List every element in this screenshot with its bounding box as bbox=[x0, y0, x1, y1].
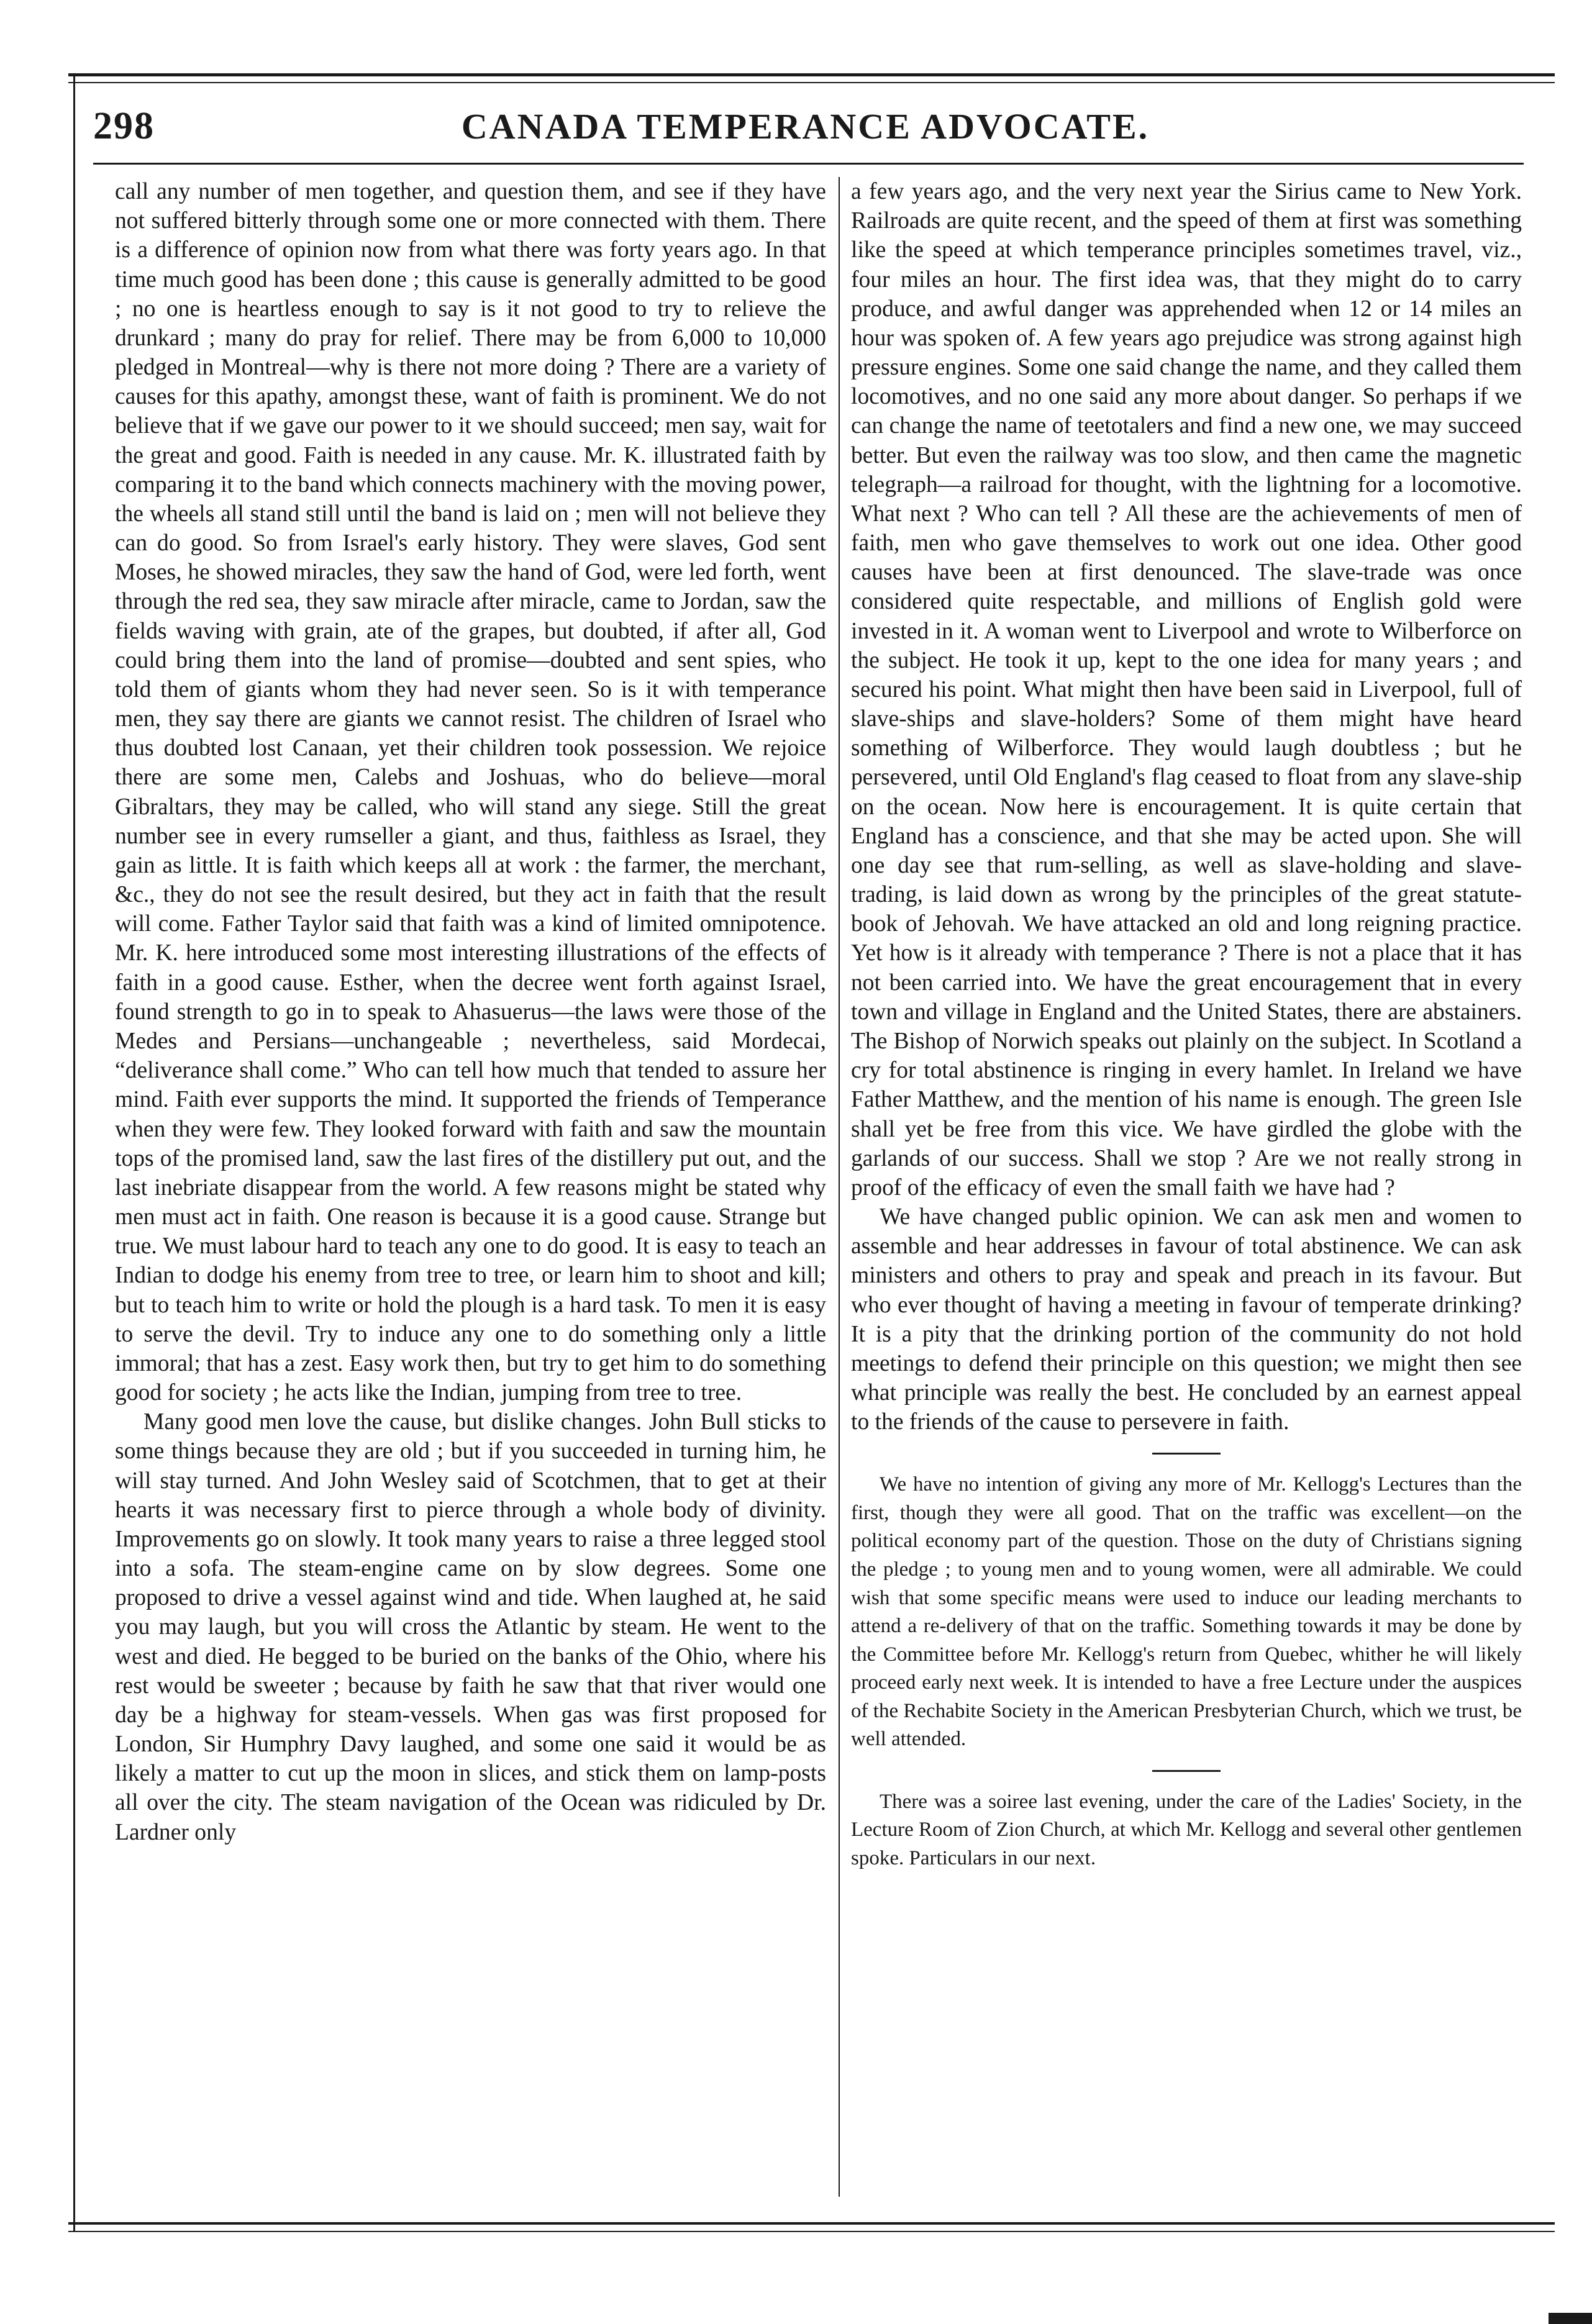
right-column bbox=[851, 177, 1522, 2200]
footer-rule bbox=[68, 2231, 1555, 2232]
top-rule-inner bbox=[68, 82, 1555, 83]
footer-rule bbox=[68, 2222, 1555, 2225]
left-border bbox=[73, 73, 75, 2231]
article-paragraph: We have changed public opinion. We can ask men and women to assemble and hear addresses in favour of total abstinence. We can ask ministers and others to pray and speak and preach in its favour. But who ever thought of having a meeting in favour of temperate drinking? It is a pity that the drinking portion of the community do not hold meetings to defend their principle on this question; we might then see what principle was really the best. He concluded by an earnest appeal to the friends of the cause to persevere in faith. bbox=[851, 1204, 1522, 1435]
editorial-notice: There was a soiree last evening, under the care of the Ladies' Society, in the Lecture Room of Zion Church, at which Mr. Kellogg and several other gentlemen spoke. Particulars in our next. bbox=[851, 1790, 1522, 1869]
editorial-notice: We have no intention of giving any more of Mr. Kellogg's Lectures than the first, though they were all good. That on the traffic was excellent—on the political economy part of the question. Those on the duty of Christians signing the pledge ; to young men and to young women, were all admirable. We could wish that some specific means were used to induce our leading merchants to attend a re-delivery of that on the traffic. Something towards it may be done by the Committee before Mr. Kellogg's return from Quebec, whither he will likely proceed early next week. It is intended to have a free Lecture under the auspices of the Rechabite Society in the American Presbyterian Church, which we trust, be well attended. bbox=[851, 1473, 1522, 1751]
article-paragraph: call any number of men together, and question them, and see if they have not suffered bitterly through some one or more connected with them. There is a difference of opinion now from what there was forty years ago. In that time much good has been done ; this cause is generally admitted to be good ; no one is heartless enough to say is it not good to try to relieve the drunkard ; many do pray for relief. There may be from 6,000 to 10,000 pledged in Montreal—why is there not more doing ? There are a variety of causes for this apathy, amongst these, want of faith is prominent. We do not believe that if we gave our power to it we should succeed; men say, wait for the great and good. Faith is needed in any cause. Mr. K. illustrated faith by comparing it to the band which connects machinery with the moving power, the wheels all stand still until the band is laid on ; men will not believe they can do good. So from Israel's early history. They were slaves, God sent Moses, he showed miracles, they saw the hand of God, were led forth, went through the red sea, they saw miracle after miracle, came to Jordan, saw the fields waving with grain, ate of the grapes, but doubted, if after all, God could bring them into the land of promise—doubted and sent spies, who told them of giants whom they had never seen. So is it with temperance men, they say there are giants we cannot resist. The children of Israel who thus doubted lost Canaan, yet their children took possession. We rejoice there are some men, Calebs and Joshuas, who do believe—moral Gibraltars, they may be called, who will stand any siege. Still the great number see in every rumseller a giant, and thus, faithless as Israel, they gain as little. It is faith which keeps all at work : the farmer, the merchant, &c., they do not see the result desired, but they act in faith that the result will come. Father Taylor said that faith was a kind of limited omnipotence. Mr. K. here introduced some most interesting illustrations of the effects of faith in a good cause. Esther, when the decree went forth against Israel, found strength to go in to speak to Ahasuerus—the laws were those of the Medes and Persians—unchangeable ; nevertheless, said Mordecai, “deliverance shall come.” Who can tell how much that tended to assure her mind. Faith ever supports the mind. It supported the friends of Temperance when they were few. They looked forward with faith and saw the mountain tops of the promised land, saw the last fires of the distillery put out, and the last inebriate disappear from the world. A few reasons might be stated why men must act in faith. One reason is because it is a good cause. Strange but true. We must labour hard to teach any one to do good. It is easy to teach an Indian to dodge his enemy from tree to tree, or learn him to shoot and kill; but to teach him to write or hold the plough is a hard task. To men it is easy to serve the devil. Try to induce any one to do something only a little immoral; that has a zest. Easy work then, but try to get him to do something good for society ; he acts like the Indian, jumping from tree to tree. bbox=[115, 179, 826, 1406]
top-rule-outer bbox=[68, 73, 1555, 76]
page-number: 298 bbox=[93, 105, 155, 147]
section-divider bbox=[1152, 1770, 1221, 1772]
column-divider bbox=[839, 177, 840, 2197]
article-paragraph: Many good men love the cause, but dislike changes. John Bull sticks to some things because they are old ; but if you succeeded in turning him, he will stay turned. And John Wesley said of Scotchmen, that to get at their hearts it was necessary first to pierce through a whole body of divinity. Improvements go on slowly. It took many years to raise a three legged stool into a sofa. The steam-engine came on by slow degrees. Some one proposed to drive a vessel against wind and tide. When laughed at, he said you may laugh, but you will cross the Atlantic by steam. He went to the west and died. He begged to be buried on the banks of the Ohio, where his rest would be sweeter ; because by faith he saw that that river would one day be a highway for steam-vessels. When gas was first proposed for London, Sir Humphry Davy laughed, and some one said it would be as likely a matter to cut up the moon in slices, and stick them on lamp-posts all over the city. The steam navigation of the Ocean was ridiculed by Dr. Lardner only bbox=[115, 1409, 826, 1845]
page-header bbox=[93, 93, 1517, 161]
left-column bbox=[115, 177, 826, 2200]
section-divider bbox=[1152, 1453, 1221, 1455]
header-rule bbox=[93, 163, 1524, 165]
article-paragraph: a few years ago, and the very next year the Sirius came to New York. Railroads are quite recent, and the speed of them at first was something like the speed at which temperance principles sometimes travel, viz., four miles an hour. The first idea was, that they might do to carry produce, and awful danger was apprehended when 12 or 14 miles an hour was spoken of. A few years ago prejudice was strong against high pressure engines. Some one said change the name, and they called them locomotives, and no one said any more about danger. So perhaps if we can change the name of teetotalers and find a new one, we may succeed better. But even the railway was too slow, and then came the magnetic telegraph—a railroad for thought, with the lightning for a locomotive. What next ? Who can tell ? All these are the achievements of men of faith, men who gave themselves to work out one idea. Other good causes have been at first denounced. The slave-trade was once considered quite respectable, and millions of English gold were invested in it. A woman went to Liverpool and wrote to Wilberforce on the subject. He took it up, kept to the one idea for many years ; and secured his point. What might then have been said in Liverpool, full of slave-ships and slave-holders? Some of them might have heard something of Wilberforce. They would laugh doubtless ; but he persevered, until Old England's flag ceased to float from any slave-ship on the ocean. Now here is encouragement. It is quite certain that England has a conscience, and that she may be acted upon. She will one day see that rum-selling, as well as slave-holding and slave-trading, is laid down as wrong by the principles of the great statute-book of Jehovah. We have attacked an old and long reigning practice. Yet how is it already with temperance ? There is not a place that it has not been carried into. We have the great encouragement that in every town and village in England and the United States, there are abstainers. The Bishop of Norwich speaks out plainly on the subject. In Scotland a cry for total abstinence is ringing in every hamlet. In Ireland we have Father Matthew, and the mention of his name is enough. The green Isle shall yet be free from this vice. We have girdled the globe with the garlands of our success. Shall we stop ? Are we not really strong in proof of the efficacy of even the small faith we have had ? bbox=[851, 179, 1522, 1201]
scan-edge-mark bbox=[1549, 2313, 1592, 2324]
running-title: CANADA TEMPERANCE ADVOCATE. bbox=[461, 106, 1150, 147]
